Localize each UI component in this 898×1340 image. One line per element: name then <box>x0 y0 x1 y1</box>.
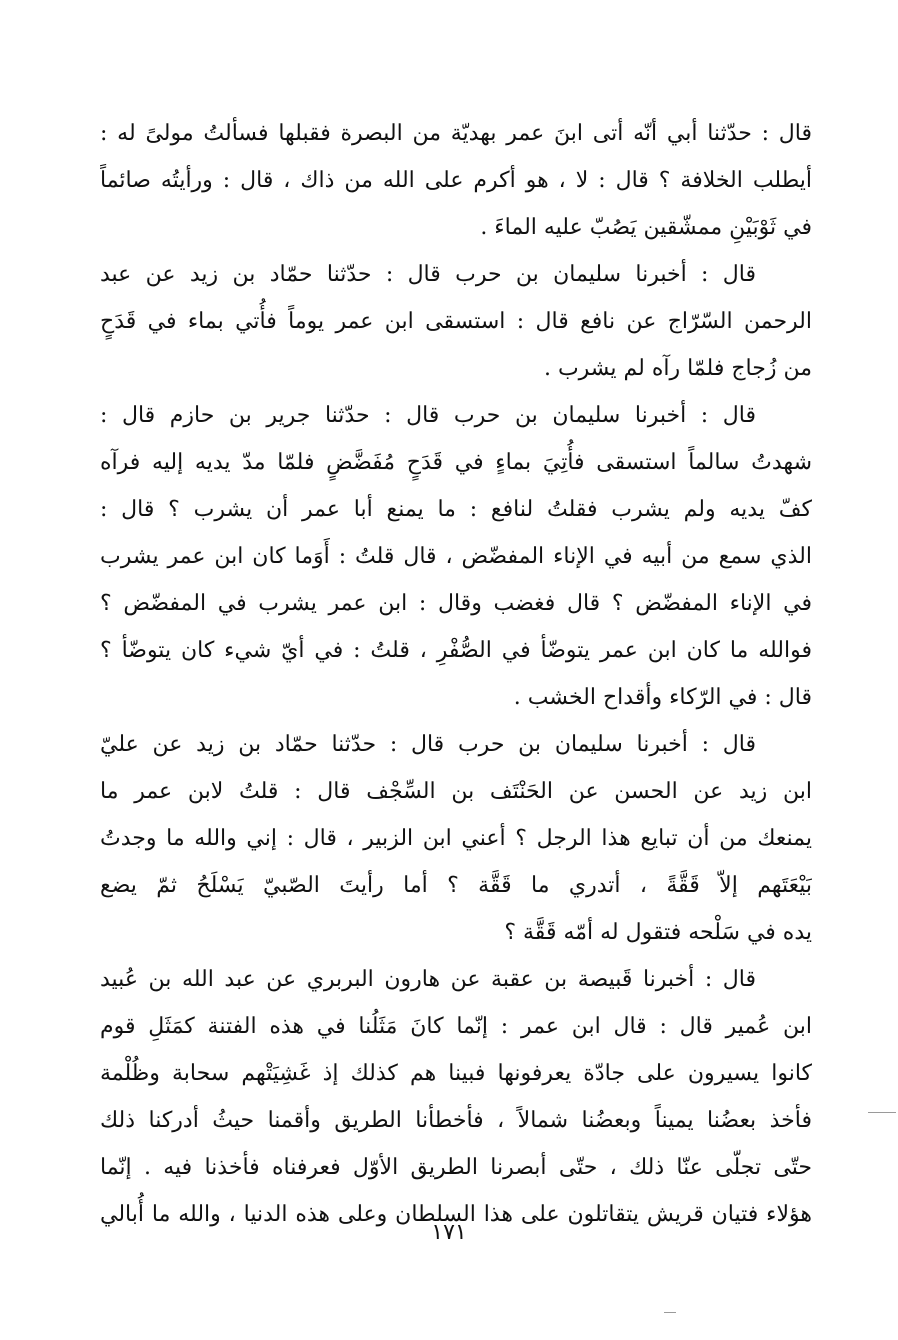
paragraph-4 <box>100 721 812 956</box>
text-line: بَيْعَتَهم إلاّ قَقَّةً ، أتدري ما قَقَّة ؟ أما رأيتَ الصّبيّ يَسْلَحُ ثمّ يضع <box>100 873 812 898</box>
text-line: قال : في الرّكاء وأقداح الخشب . <box>513 685 812 710</box>
text-line: من زُجاج فلمّا رآه لم يشرب . <box>543 356 812 381</box>
paragraph-5 <box>100 956 812 1238</box>
paragraph-1 <box>100 110 812 251</box>
text-line: كفّ يديه ولم يشرب فقلتُ لنافع : ما يمنع أبا عمر أن يشرب ؟ قال : <box>100 497 812 522</box>
text-line: أيطلب الخلافة ؟ قال : لا ، هو أكرم على الله من ذاك ، قال : ورأيتُه صائماً <box>100 168 812 193</box>
text-line: ابن زيد عن الحسن عن الحَنْتَف بن السِّجْف قال : قلتُ لابن عمر ما <box>100 779 812 804</box>
paragraph-3 <box>100 392 812 721</box>
scan-edge-mark <box>868 1112 896 1113</box>
page-number: ١٧١ <box>431 1220 467 1245</box>
text-line: في ثَوْبَيْنِ ممشّقين يَصُبّ عليه الماءَ . <box>480 215 812 240</box>
text-line: في الإناء المفضّض ؟ قال فغضب وقال : ابن عمر يشرب في المفضّض ؟ <box>100 591 812 616</box>
text-line: هؤلاء فتيان قريش يتقاتلون على هذا السلطان وعلى هذه الدنيا ، والله ما أُبالي <box>100 1202 812 1227</box>
text-line: قال : أخبرنا سليمان بن حرب قال : حدّثنا حمّاد بن زيد عن عبد <box>100 262 756 287</box>
text-line: الذي سمع من أبيه في الإناء المفضّض ، قال قلتُ : أَوَما كان ابن عمر يشرب <box>100 544 812 569</box>
text-line: فوالله ما كان ابن عمر يتوضّأ في الصُّفْرِ ، قلتُ : في أيّ شيء كان يتوضّأ ؟ <box>100 638 812 663</box>
paragraph-2 <box>100 251 812 392</box>
text-line: فأخذ بعضُنا يميناً وبعضُنا شمالاً ، فأخطأنا الطريق وأقمنا حيثُ أدركنا ذلك <box>100 1108 812 1133</box>
scan-edge-mark <box>664 1312 676 1313</box>
text-line: الرحمن السّرّاج عن نافع قال : استسقى ابن عمر يوماً فأُتي بماء في قَدَحٍ <box>100 309 812 334</box>
page-body <box>100 110 812 1238</box>
text-line: ابن عُمير قال : قال ابن عمر : إنّما كانَ مَثَلُنا في هذه الفتنة كمَثَلِ قوم <box>100 1014 812 1039</box>
text-line: يده في سَلْحه فتقول له أمّه قَقَّة ؟ <box>504 920 812 945</box>
text-line: حتّى تجلّى عنّا ذلك ، حتّى أبصرنا الطريق الأوّل فعرفناه فأخذنا فيه . إنّما <box>100 1155 812 1180</box>
text-line: يمنعك من أن تبايع هذا الرجل ؟ أعني ابن الزبير ، قال : إني والله ما وجدتُ <box>100 826 812 851</box>
text-line: قال : أخبرنا قَبيصة بن عقبة عن هارون البربري عن عبد الله بن عُبيد <box>100 967 756 992</box>
text-line: قال : حدّثنا أبي أنّه أتى ابنَ عمر بهديّة من البصرة فقبلها فسألتُ مولىً له : <box>100 121 812 146</box>
text-line: قال : أخبرنا سليمان بن حرب قال : حدّثنا حمّاد بن زيد عن عليّ <box>100 732 756 757</box>
text-line: شهدتُ سالماً استسقى فأُتِيَ بماءٍ في قَدَحٍ مُفَضَّضٍ فلمّا مدّ يديه إليه فرآه <box>100 450 812 475</box>
text-line: قال : أخبرنا سليمان بن حرب قال : حدّثنا جرير بن حازم قال : <box>100 403 756 428</box>
text-line: كانوا يسيرون على جادّة يعرفونها فبينا هم كذلك إذ غَشِيَتْهم سحابة وظُلْمة <box>100 1061 812 1086</box>
